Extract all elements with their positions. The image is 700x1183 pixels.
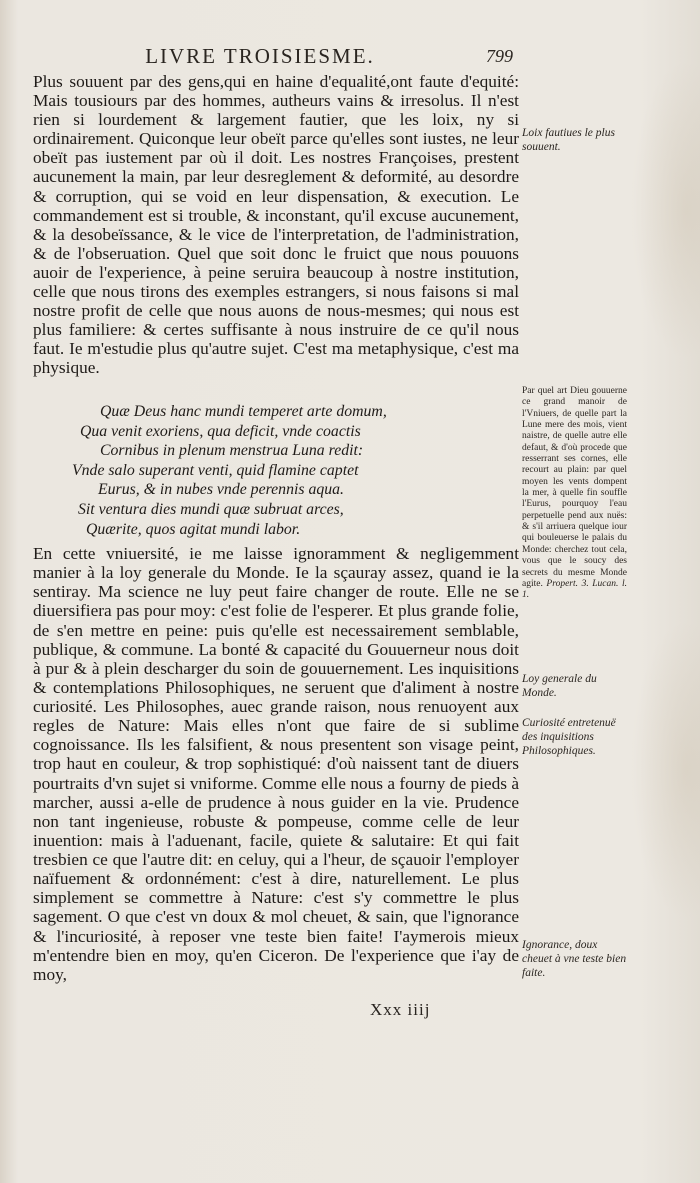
margin-note-loix: Loix fautiues le plus souuent. <box>522 127 615 153</box>
citation: Propert. 3. Lucan. l. 1. <box>522 578 627 601</box>
paragraph: Plus souuent par des gens,qui en haine d'equalité,ont faute d'equité: Mais tousiours par des hommes, autheurs vains & irresolus. Il n'est rien si lourdement & largement fautier, que les loix, ny si ordinairement. Quiconque leur obeït parce qu'elles sont iustes, ne leur obeït pas iustement par où il doit. Les nostres Françoises, prestent aucunement la main, par leur desreglement & deformité, au desordre & corruption, qui se void en leur dispensation, & execution. Le commandement est si trouble, & inconstant, qu'il excuse aucunement, & la desobeïssance, & le vice de l'interpretation, de l'administration, & de l'obseruation. Quel que soit donc le fruict que nous pouuons auoir de l'experience, à peine seruira beaucoup à nostre institution, celle que nous tirons des exemples estrangers, si nous faisons si mal nostre profit de celle que nous auons de nous-mesmes; qui nous est plus familiere: & certes suffisante à nous instruire de ce qu'il nous faut. Ie m'estudie plus qu'autre sujet. C'est ma metaphysique, c'est ma physique. <box>33 72 519 378</box>
main-text-block-2 <box>33 544 519 984</box>
verse-line: Quæ Deus hanc mundi temperet arte domum, <box>100 403 387 420</box>
page-number: 799 <box>486 46 513 66</box>
signature-catchword: Xxx iiij <box>370 1000 431 1019</box>
paper-stain <box>630 60 700 360</box>
main-text-block-1 <box>33 72 519 378</box>
latin-verse-quotation <box>72 402 502 539</box>
verse-line: Qua venit exoriens, qua deficit, vnde coactis <box>80 422 361 440</box>
margin-note-curiosite: Curiosité entretenuë des inquisitions Philosophiques. <box>522 717 616 757</box>
running-title: LIVRE TROISIESME. <box>145 44 375 68</box>
verse-line: Cornibus in plenum menstrua Luna redit: <box>100 442 364 460</box>
margin-note-translation <box>522 386 627 602</box>
paper-stain <box>630 620 700 920</box>
margin-note-ignorance: Ignorance, doux cheuet à vne teste bien faite. <box>522 939 627 979</box>
verse-line: Quærite, quos agitat mundi labor. <box>86 520 301 538</box>
translation-text: Par quel art Dieu gouuerne ce grand manoir de l'Vniuers, de quelle part la Lune mere des mois, vient naistre, de quelle autre elle defaut, & d'où procede que resserrant ses cornes, elle recourt au plain: par quel moyen les vents dompent la mer, à quelle fin souffle l'Eurus, pourquoy l'eau perpetuelle pend aux nuës: & s'il arriuera quelque iour qui bouleuerse le palais du Monde: cherchez tout cela, vous que le soucy des secrets du mesme Monde agite. <box>522 386 627 589</box>
paragraph: En cette vniuersité, ie me laisse ignoramment & negligemment manier à la loy generale du Monde. Ie la sçauray assez, quand ie la sentiray. Ma science ne luy peut faire changer de route. Elle ne se diuersifiera pas pour moy: c'est folie de l'esperer. Et plus grande folie, de s'en mettre en peine: puis qu'elle est necessairement semblable, publique, & commune. La bonté & capacité du Gouuerneur nous doit à pur & à plein descharger du soin de gouuernement. Les inquisitions & contemplations Philosophiques, ne seruent que d'aliment à nostre curiosité. Les Philosophes, auec grande raison, nous renuoyent aux regles de Nature: Mais elles n'ont que faire de si sublime cognoissance. Ils les falsifient, & nous presentent son visage peint, trop haut en couleur, & trop sophistiqué: d'où naissent tant de diuers pourtraits d'vn sujet si vniforme. Comme elle nous a fourny de pieds à marcher, aussi a-elle de prudence à nous guider en la vie. Prudence non tant ingenieuse, robuste & pompeuse, comme celle de leur inuention: mais à l'aduenant, facile, quiete & salutaire: Et qui fait tresbien ce que l'autre dit: en celuy, qui a l'heur, de sçauoir l'employer naïfuement & ordonnément: c'est à dire, naturellement. Le plus simplement se commettre à Nature: c'est s'y commettre le plus sagement. O que c'est vn doux & mol cheuet, & sain, que l'ignorance & l'incuriosité, à reposer vne teste bien faite! I'aymerois mieux m'entendre bien en moy, qu'en Ciceron. De l'experience que i'ay de moy, <box>33 544 519 984</box>
verse-line: Eurus, & in nubes vnde perennis aqua. <box>98 481 344 499</box>
verse-line: Sit ventura dies mundi quæ subruat arces, <box>78 500 344 518</box>
verse-line: Vnde salo superant venti, quid flamine captet <box>72 461 359 479</box>
margin-note-loy-generale: Loy generale du Monde. <box>522 673 597 699</box>
